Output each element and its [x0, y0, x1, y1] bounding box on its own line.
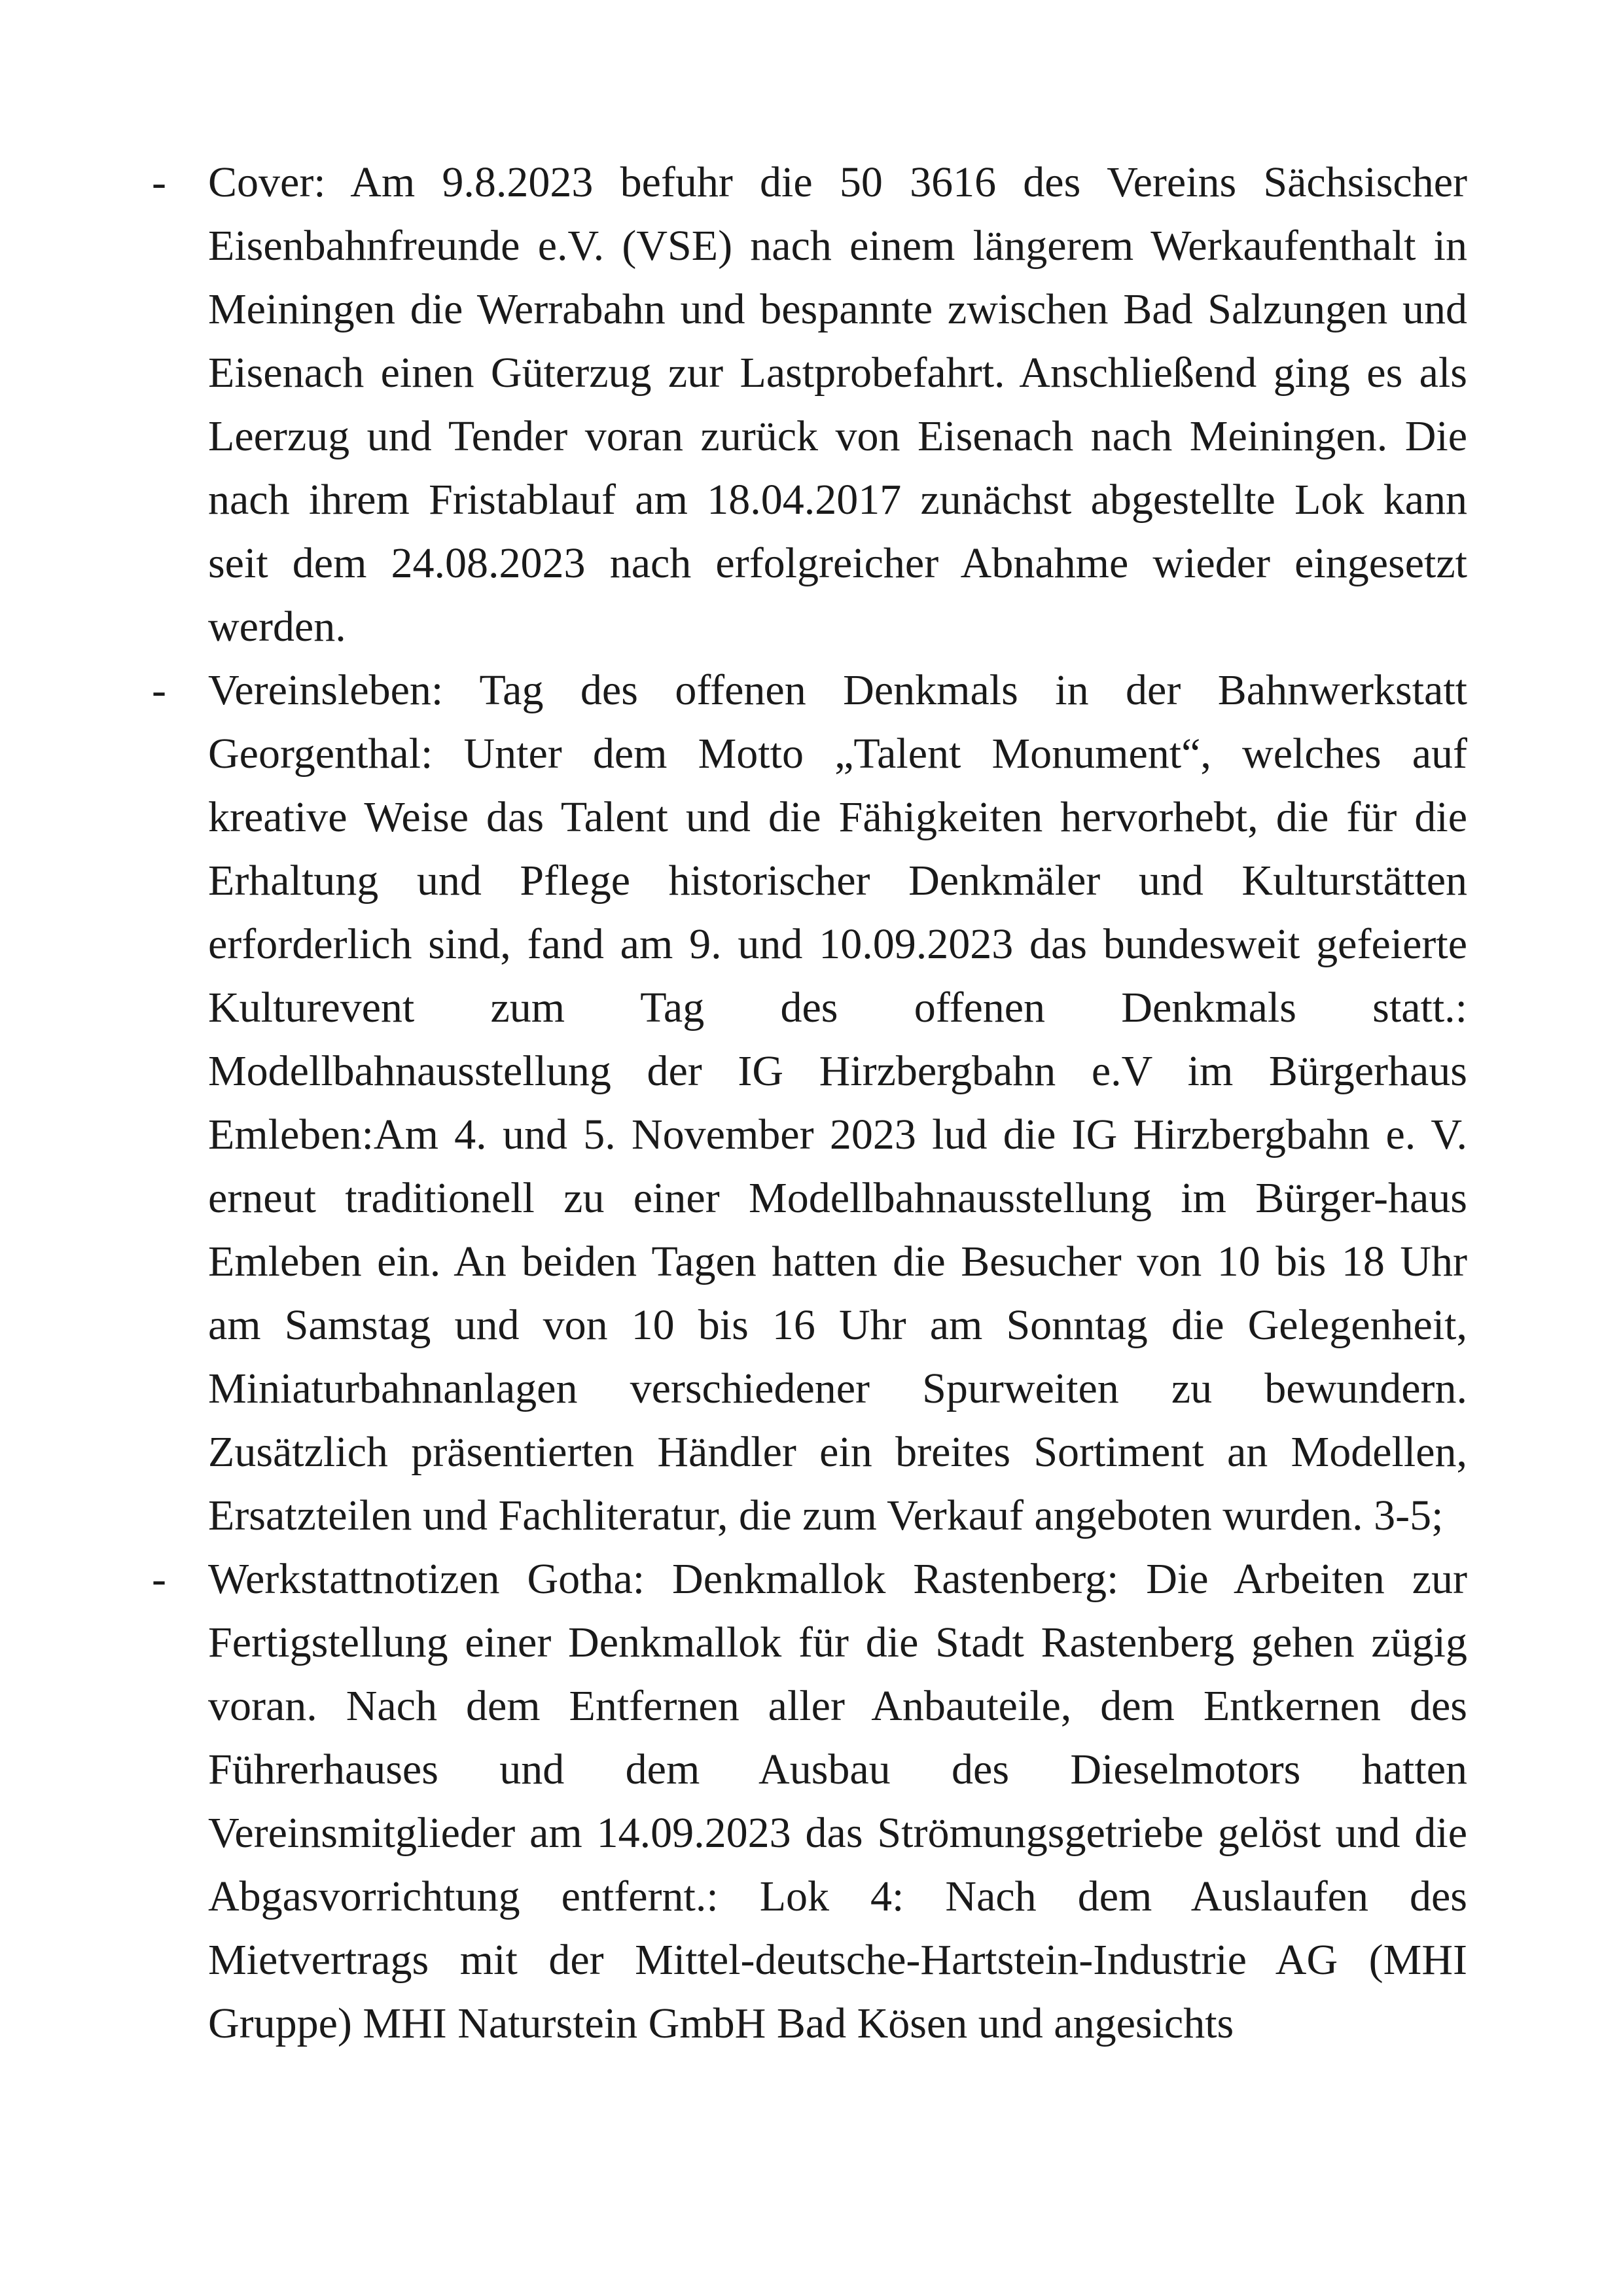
list-item-werkstattnotizen: [152, 1547, 1467, 2055]
dash-bullet: -: [152, 158, 166, 206]
bullet-list: [152, 151, 1467, 2055]
dash-bullet: -: [152, 666, 166, 714]
list-item-text: Werkstattnotizen Gotha: Denkmallok Rastenberg: Die Arbeiten zur Fertigstellung einer Denkmallok für die Stadt Rastenberg gehen zügig voran. Nach dem Entfernen aller Anbauteile, dem Entkernen des Führerhauses und dem Ausbau des Dieselmotors hatten Vereinsmitglieder am 14.09.2023 das Strömungsgetriebe gelöst und die Abgasvorrichtung entfernt.: Lok 4: Nach dem Auslaufen des Mietvertrags mit der Mittel-deutsche-Hartstein-Industrie AG (MHI Gruppe) MHI Naturstein GmbH Bad Kösen und angesichts: [208, 1555, 1467, 2047]
list-item-cover: [152, 151, 1467, 658]
list-item-text: Cover: Am 9.8.2023 befuhr die 50 3616 des Vereins Sächsischer Eisenbahnfreunde e.V. (VSE) nach einem längerem Werkaufenthalt in Meiningen die Werrabahn und bespannte zwischen Bad Salzungen und Eisenach einen Güterzug zur Lastprobefahrt. Anschließend ging es als Leerzug und Tender voran zurück von Eisenach nach Meiningen. Die nach ihrem Fristablauf am 18.04.2017 zunächst abgestellte Lok kann seit dem 24.08.2023 nach erfolgreicher Abnahme wieder eingesetzt werden.: [208, 158, 1467, 651]
list-item-vereinsleben: [152, 658, 1467, 1547]
list-item-text: Vereinsleben: Tag des offenen Denkmals in der Bahnwerkstatt Georgenthal: Unter dem Motto „Talent Monument“, welches auf kreative Weise das Talent und die Fähigkeiten hervorhebt, die für die Erhaltung und Pflege historischer Denkmäler und Kulturstätten erforderlich sind, fand am 9. und 10.09.2023 das bundesweit gefeierte Kulturevent zum Tag des offenen Denkmals statt.: Modellbahnausstellung der IG Hirzbergbahn e.V im Bürgerhaus Emleben:Am 4. und 5. November 2023 lud die IG Hirzbergbahn e. V. erneut traditionell zu einer Modellbahnausstellung im Bürger-haus Emleben ein. An beiden Tagen hatten die Besucher von 10 bis 18 Uhr am Samstag und von 10 bis 16 Uhr am Sonntag die Gelegenheit, Miniaturbahnanlagen verschiedener Spurweiten zu bewundern. Zusätzlich präsentierten Händler ein breites Sortiment an Modellen, Ersatzteilen und Fachliteratur, die zum Verkauf angeboten wurden. 3-5;: [208, 666, 1467, 1539]
dash-bullet: -: [152, 1555, 166, 1603]
